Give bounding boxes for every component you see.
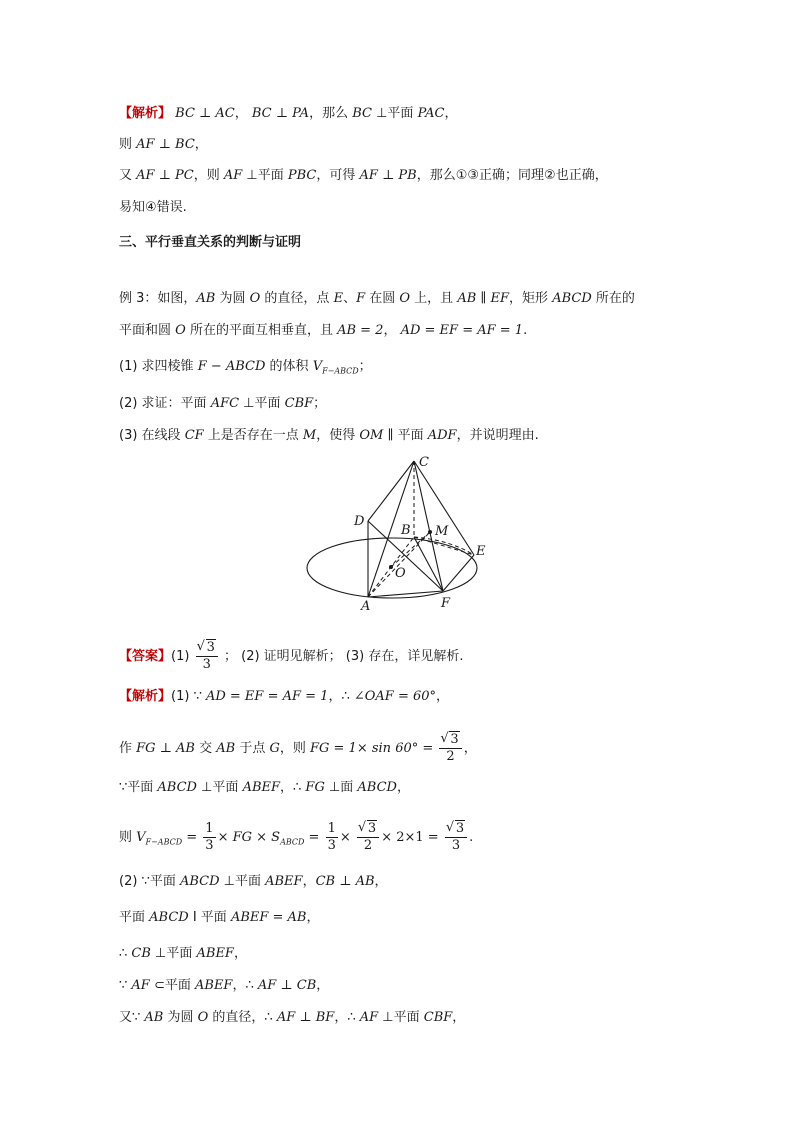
question-3	[119, 427, 539, 445]
text: ⊥平面	[378, 1010, 424, 1025]
math: ABCD	[149, 910, 189, 925]
math: AD = EF = AF = 1	[205, 689, 329, 704]
text: ，	[194, 137, 208, 152]
text: 平面	[393, 428, 428, 443]
text: .	[469, 830, 474, 845]
math: BC	[352, 106, 372, 121]
math: O	[399, 291, 411, 306]
text: ，	[396, 780, 410, 795]
text: 在圆	[365, 291, 400, 306]
text: 例 3：如图，	[119, 291, 197, 306]
text: 上，且	[410, 291, 458, 306]
math: CBF	[284, 396, 314, 411]
text: 平面	[119, 910, 150, 925]
math: CF	[184, 428, 204, 443]
text: ∴	[119, 946, 132, 961]
solution-line-4	[119, 821, 473, 854]
edge-CE	[414, 461, 474, 555]
text: ⊥面	[324, 780, 358, 795]
label-A: A	[361, 599, 371, 614]
fraction	[203, 821, 215, 854]
solution-line-8	[119, 977, 329, 995]
numerator: 3	[455, 821, 465, 836]
math: ×	[339, 830, 351, 845]
answer-tag: 【答案】	[119, 649, 172, 664]
analysis-line-4: 易知④错误.	[119, 200, 187, 215]
math: ABEF = AB	[230, 910, 307, 925]
fraction	[326, 821, 338, 854]
denominator: 3	[205, 838, 214, 853]
text: 作	[119, 741, 137, 756]
example-line-1	[119, 290, 635, 308]
math: ABCD	[357, 780, 397, 795]
text: ，∴	[334, 1010, 360, 1025]
text: ，那么	[309, 106, 353, 121]
math: =	[182, 830, 202, 845]
text: ⊥平面	[239, 396, 285, 411]
question-1	[119, 358, 372, 381]
text: 、	[343, 291, 357, 306]
math: ADF	[427, 428, 457, 443]
math: AF	[131, 978, 150, 993]
solution-line-7	[119, 945, 247, 963]
math: V	[136, 830, 146, 845]
example-line-2	[119, 322, 527, 340]
label-O: O	[395, 566, 406, 581]
math: AB	[144, 1010, 164, 1025]
text: ，	[374, 874, 388, 889]
solution-line-2	[119, 732, 477, 765]
math: O	[175, 323, 186, 338]
math: AF ⊥ CB	[257, 978, 317, 993]
text: ，使得	[316, 428, 360, 443]
text: ，	[306, 910, 320, 925]
fraction	[439, 732, 461, 765]
math: O	[197, 1010, 209, 1025]
label-D: D	[354, 514, 365, 529]
math: ABEF	[265, 874, 303, 889]
text: ，	[234, 106, 248, 121]
numerator: 3	[367, 821, 377, 836]
text: 交	[194, 741, 217, 756]
math: ABEF	[195, 978, 233, 993]
text: ，	[233, 946, 247, 961]
math: ABCD	[157, 780, 197, 795]
text: ，∴	[232, 978, 258, 993]
text: ； (2) 证明见解析； (3) 存在，详见解析.	[224, 649, 464, 664]
math: =	[304, 830, 324, 845]
text: ，∴	[280, 780, 306, 795]
text: ⊥平面	[219, 874, 266, 889]
text: I 平面	[188, 910, 231, 925]
math: AB	[196, 291, 216, 306]
math: AF ⊥ PC	[136, 168, 194, 183]
text: ；	[358, 359, 372, 374]
analysis-tag: 【解析】	[119, 106, 172, 121]
math: BC ⊥ AC	[175, 106, 235, 121]
math: ABCD	[179, 874, 220, 889]
text: ，	[444, 106, 458, 121]
math: BC ⊥ PA	[251, 106, 310, 121]
text: ，那么①③正确；同理②也正确，	[416, 168, 608, 183]
text: 又∵	[119, 1010, 145, 1025]
text: 为圆	[163, 1010, 198, 1025]
point-O	[389, 565, 393, 569]
analysis-line-2	[119, 136, 208, 154]
solution-line-1	[119, 688, 449, 706]
circle-front-arc	[307, 568, 477, 598]
math: CB	[131, 946, 151, 961]
denominator: 3	[327, 838, 336, 853]
math: AB ∥ EF	[457, 291, 510, 306]
math: ABEF	[196, 946, 234, 961]
denominator: 3	[451, 838, 461, 853]
edge-AM	[368, 532, 430, 597]
text: 所在的平面互相垂直，且	[185, 323, 338, 338]
text: 则	[119, 137, 137, 152]
math: AFC	[210, 396, 240, 411]
denominator: 2	[446, 749, 455, 764]
text: 于点	[235, 741, 270, 756]
label-C: C	[419, 455, 429, 470]
math: FG ⊥ AB	[136, 741, 195, 756]
math: E	[333, 291, 344, 306]
math: FG = 1× sin 60° =	[310, 741, 434, 756]
math: AF ⊥ BC	[136, 137, 195, 152]
text: ，则	[193, 168, 224, 183]
math: CBF	[423, 1010, 453, 1025]
text: (1) 求四棱锥	[119, 359, 198, 374]
solution-line-3	[119, 779, 410, 797]
math: × 2×1 =	[381, 830, 439, 845]
math: OM ∥	[359, 428, 394, 443]
text: ⊥平面	[242, 168, 288, 183]
analysis-line-1	[119, 105, 457, 123]
text: 上是否存在一点	[203, 428, 303, 443]
math: O	[249, 291, 261, 306]
math: V	[312, 359, 323, 374]
text: ，可得	[316, 168, 360, 183]
math: PAC	[417, 106, 445, 121]
math: ABCD	[552, 291, 592, 306]
edge-AF	[368, 591, 443, 597]
math: AB	[216, 741, 236, 756]
fraction	[445, 821, 467, 854]
solution-tag: 【解析】	[119, 689, 172, 704]
point-M	[428, 530, 432, 534]
label-M: M	[435, 524, 449, 539]
text: (2) 求证：平面	[119, 396, 211, 411]
text: ∵	[119, 978, 132, 993]
math: AF	[223, 168, 243, 183]
answer-line	[119, 640, 464, 673]
circle-back-arc	[307, 538, 477, 568]
math: ABEF	[242, 780, 281, 795]
label-B: B	[401, 523, 411, 538]
numerator: 1	[327, 821, 336, 836]
label-F: F	[441, 596, 451, 611]
text: 的直径，∴	[208, 1010, 277, 1025]
text: (1) ∵	[171, 689, 206, 704]
text: ，	[316, 978, 330, 993]
text: ，	[436, 689, 450, 704]
text: ，	[463, 741, 477, 756]
geometry-figure	[300, 450, 490, 615]
text: 的直径，点	[260, 291, 334, 306]
denominator: 3	[202, 657, 211, 672]
text: ，矩形	[509, 291, 553, 306]
numerator: 1	[205, 821, 214, 836]
fraction	[357, 821, 379, 854]
question-2	[119, 395, 326, 413]
math: × FG × S	[217, 830, 281, 845]
text: ，∴	[328, 689, 354, 704]
solution-line-6	[119, 909, 320, 927]
text: ，则	[279, 741, 310, 756]
edge-DC	[368, 461, 414, 521]
text: ⊥平面	[371, 106, 418, 121]
text: ⊂平面	[149, 978, 195, 993]
math: AF ⊥ PB	[359, 168, 417, 183]
label-E: E	[476, 544, 486, 559]
text: (2) ∵平面	[119, 874, 180, 889]
denominator: 2	[363, 838, 373, 853]
math-subscript: F−ABCD	[145, 837, 183, 847]
numerator: 3	[450, 732, 459, 747]
math: CB ⊥ AB	[315, 874, 375, 889]
text: .	[523, 323, 528, 338]
text: ，	[452, 1010, 466, 1025]
text: 则	[119, 830, 137, 845]
text: (1)	[171, 649, 190, 664]
text: ，	[302, 874, 316, 889]
edge-EF	[443, 555, 474, 591]
text: 平面和圆	[119, 323, 176, 338]
math-subscript: ABCD	[280, 837, 305, 847]
text: 所在的	[591, 291, 635, 306]
math: M	[302, 428, 317, 443]
math: F	[356, 291, 366, 306]
math: AF ⊥ BF	[276, 1010, 335, 1025]
math: ∠OAF = 60°	[353, 689, 437, 704]
text: ，并说明理由.	[456, 428, 539, 443]
math: FG	[305, 780, 325, 795]
text: ⊥平面	[150, 946, 197, 961]
math: PBC	[287, 168, 317, 183]
text: 的体积	[265, 359, 313, 374]
analysis-line-3	[119, 167, 608, 185]
solution-line-5	[119, 873, 388, 891]
math: AB = 2	[337, 323, 384, 338]
text: ∵平面	[119, 780, 158, 795]
text: ，	[383, 323, 401, 338]
math: G	[269, 741, 280, 756]
solution-line-9	[119, 1009, 465, 1027]
fraction	[196, 640, 218, 673]
math-subscript: F−ABCD	[322, 366, 359, 376]
text: 又	[119, 168, 137, 183]
text: (3) 在线段	[119, 428, 185, 443]
text: ；	[313, 396, 327, 411]
numerator: 3	[206, 640, 215, 655]
text: ⊥平面	[196, 780, 243, 795]
text: 为圆	[215, 291, 250, 306]
edge-BF	[414, 537, 443, 591]
section-title: 三、平行垂直关系的判断与证明	[119, 235, 302, 250]
math: F − ABCD	[197, 359, 266, 374]
math: AD = EF = AF = 1	[400, 323, 524, 338]
math: AF	[359, 1010, 379, 1025]
